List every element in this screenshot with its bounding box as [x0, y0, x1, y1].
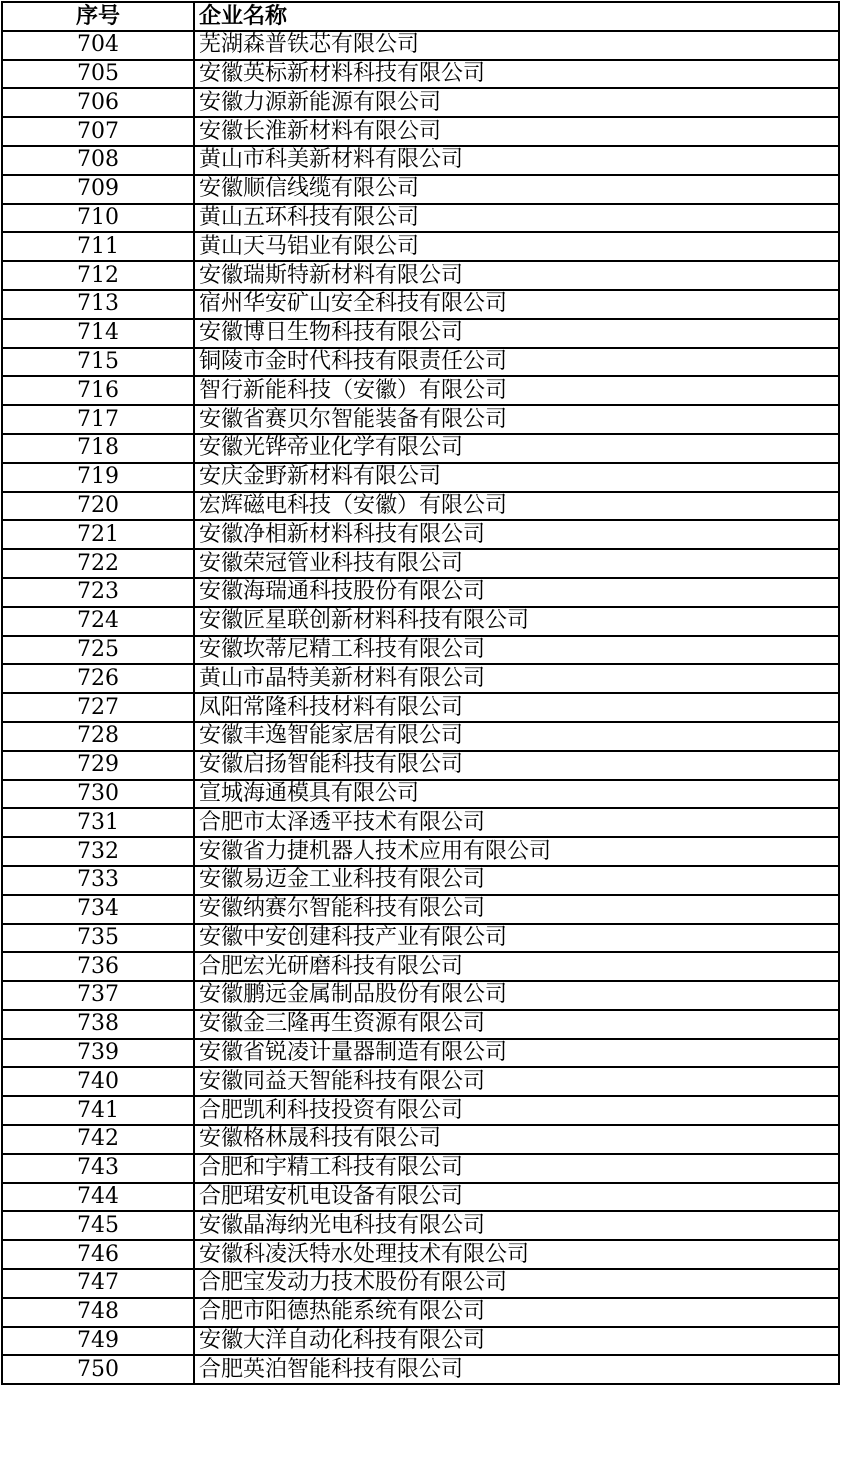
table-row: [2, 1125, 839, 1154]
table-row: [2, 607, 839, 636]
table-body: [2, 31, 839, 1384]
company-list-table: [1, 1, 840, 1385]
company-name-cell: 合肥凯利科技投资有限公司: [194, 1096, 839, 1125]
company-name-cell: 安徽易迈金工业科技有限公司: [194, 866, 839, 895]
company-name-cell: 合肥宏光研磨科技有限公司: [194, 952, 839, 981]
company-name-cell: 安徽顺信线缆有限公司: [194, 175, 839, 204]
company-name-cell: 安徽瑞斯特新材料有限公司: [194, 261, 839, 290]
table-row: [2, 1039, 839, 1068]
row-index-cell: 745: [2, 1211, 194, 1240]
row-index-cell: 738: [2, 1010, 194, 1039]
row-index-cell: 750: [2, 1355, 194, 1384]
table-row: [2, 1355, 839, 1384]
table-row: [2, 1240, 839, 1269]
row-index-cell: 727: [2, 693, 194, 722]
table-row: [2, 780, 839, 809]
table-row: [2, 549, 839, 578]
company-name-cell: 芜湖森普铁芯有限公司: [194, 31, 839, 60]
name-column-header: 企业名称: [194, 2, 839, 31]
company-name-cell: 安徽光铧帝业化学有限公司: [194, 434, 839, 463]
table-row: [2, 636, 839, 665]
table-row: [2, 463, 839, 492]
row-index-cell: 741: [2, 1096, 194, 1125]
row-index-cell: 731: [2, 808, 194, 837]
company-name-cell: 安徽省赛贝尔智能装备有限公司: [194, 405, 839, 434]
table-row: [2, 520, 839, 549]
table-row: [2, 1096, 839, 1125]
row-index-cell: 730: [2, 780, 194, 809]
company-name-cell: 智行新能科技（安徽）有限公司: [194, 376, 839, 405]
row-index-cell: 723: [2, 578, 194, 607]
row-index-cell: 720: [2, 492, 194, 521]
row-index-cell: 708: [2, 146, 194, 175]
table-row: [2, 1154, 839, 1183]
table-row: [2, 1010, 839, 1039]
table-row: [2, 664, 839, 693]
table-row: [2, 693, 839, 722]
table-row: [2, 722, 839, 751]
table-row: [2, 348, 839, 377]
row-index-cell: 744: [2, 1183, 194, 1212]
row-index-cell: 712: [2, 261, 194, 290]
company-name-cell: 安徽海瑞通科技股份有限公司: [194, 578, 839, 607]
company-name-cell: 安徽鹏远金属制品股份有限公司: [194, 981, 839, 1010]
row-index-cell: 715: [2, 348, 194, 377]
company-name-cell: 合肥和宇精工科技有限公司: [194, 1154, 839, 1183]
table-row: [2, 88, 839, 117]
index-column-header: 序号: [2, 2, 194, 31]
company-name-cell: 安徽格林晟科技有限公司: [194, 1125, 839, 1154]
table-row: [2, 117, 839, 146]
company-name-cell: 安徽金三隆再生资源有限公司: [194, 1010, 839, 1039]
row-index-cell: 721: [2, 520, 194, 549]
table-row: [2, 1298, 839, 1327]
row-index-cell: 743: [2, 1154, 194, 1183]
table-row: [2, 1183, 839, 1212]
table-row: [2, 232, 839, 261]
company-name-cell: 安徽同益天智能科技有限公司: [194, 1067, 839, 1096]
table-row: [2, 1211, 839, 1240]
row-index-cell: 740: [2, 1067, 194, 1096]
row-index-cell: 710: [2, 204, 194, 233]
company-name-cell: 安徽科凌沃特水处理技术有限公司: [194, 1240, 839, 1269]
row-index-cell: 742: [2, 1125, 194, 1154]
header-row: [2, 2, 839, 31]
company-name-cell: 黄山天马铝业有限公司: [194, 232, 839, 261]
company-name-cell: 黄山五环科技有限公司: [194, 204, 839, 233]
company-name-cell: 安徽净相新材料科技有限公司: [194, 520, 839, 549]
table-row: [2, 751, 839, 780]
table-row: [2, 319, 839, 348]
table-row: [2, 492, 839, 521]
company-name-cell: 合肥市太泽透平技术有限公司: [194, 808, 839, 837]
table-row: [2, 1327, 839, 1356]
company-name-cell: 安徽长淮新材料有限公司: [194, 117, 839, 146]
company-name-cell: 安徽荣冠管业科技有限公司: [194, 549, 839, 578]
table-row: [2, 261, 839, 290]
company-name-cell: 安徽省锐凌计量器制造有限公司: [194, 1039, 839, 1068]
table-row: [2, 866, 839, 895]
company-name-cell: 合肥英泊智能科技有限公司: [194, 1355, 839, 1384]
row-index-cell: 717: [2, 405, 194, 434]
table-row: [2, 895, 839, 924]
row-index-cell: 711: [2, 232, 194, 261]
company-name-cell: 凤阳常隆科技材料有限公司: [194, 693, 839, 722]
row-index-cell: 719: [2, 463, 194, 492]
table-row: [2, 31, 839, 60]
row-index-cell: 714: [2, 319, 194, 348]
company-name-cell: 合肥市阳德热能系统有限公司: [194, 1298, 839, 1327]
table-row: [2, 924, 839, 953]
row-index-cell: 746: [2, 1240, 194, 1269]
table-row: [2, 981, 839, 1010]
company-name-cell: 合肥宝发动力技术股份有限公司: [194, 1269, 839, 1298]
company-name-cell: 安庆金野新材料有限公司: [194, 463, 839, 492]
row-index-cell: 722: [2, 549, 194, 578]
row-index-cell: 725: [2, 636, 194, 665]
company-name-cell: 安徽博日生物科技有限公司: [194, 319, 839, 348]
row-index-cell: 707: [2, 117, 194, 146]
table-row: [2, 376, 839, 405]
company-name-cell: 安徽晶海纳光电科技有限公司: [194, 1211, 839, 1240]
table-row: [2, 204, 839, 233]
table-row: [2, 175, 839, 204]
company-name-cell: 安徽匠星联创新材料科技有限公司: [194, 607, 839, 636]
row-index-cell: 748: [2, 1298, 194, 1327]
company-name-cell: 黄山市晶特美新材料有限公司: [194, 664, 839, 693]
row-index-cell: 733: [2, 866, 194, 895]
company-name-cell: 安徽中安创建科技产业有限公司: [194, 924, 839, 953]
company-name-cell: 安徽丰逸智能家居有限公司: [194, 722, 839, 751]
table-row: [2, 146, 839, 175]
company-name-cell: 宿州华安矿山安全科技有限公司: [194, 290, 839, 319]
company-name-cell: 安徽坎蒂尼精工科技有限公司: [194, 636, 839, 665]
company-name-cell: 宣城海通模具有限公司: [194, 780, 839, 809]
row-index-cell: 734: [2, 895, 194, 924]
row-index-cell: 704: [2, 31, 194, 60]
row-index-cell: 747: [2, 1269, 194, 1298]
company-name-cell: 合肥珺安机电设备有限公司: [194, 1183, 839, 1212]
table-row: [2, 434, 839, 463]
row-index-cell: 709: [2, 175, 194, 204]
company-name-cell: 安徽英标新材料科技有限公司: [194, 60, 839, 89]
table-row: [2, 578, 839, 607]
table-row: [2, 60, 839, 89]
company-name-cell: 铜陵市金时代科技有限责任公司: [194, 348, 839, 377]
row-index-cell: 713: [2, 290, 194, 319]
row-index-cell: 724: [2, 607, 194, 636]
company-name-cell: 安徽力源新能源有限公司: [194, 88, 839, 117]
table-row: [2, 1269, 839, 1298]
company-name-cell: 安徽大洋自动化科技有限公司: [194, 1327, 839, 1356]
row-index-cell: 732: [2, 837, 194, 866]
table-row: [2, 290, 839, 319]
row-index-cell: 736: [2, 952, 194, 981]
company-name-cell: 安徽省力捷机器人技术应用有限公司: [194, 837, 839, 866]
row-index-cell: 749: [2, 1327, 194, 1356]
row-index-cell: 718: [2, 434, 194, 463]
table-row: [2, 1067, 839, 1096]
table-row: [2, 405, 839, 434]
row-index-cell: 735: [2, 924, 194, 953]
row-index-cell: 705: [2, 60, 194, 89]
table-row: [2, 837, 839, 866]
row-index-cell: 729: [2, 751, 194, 780]
row-index-cell: 726: [2, 664, 194, 693]
row-index-cell: 706: [2, 88, 194, 117]
row-index-cell: 739: [2, 1039, 194, 1068]
company-name-cell: 宏辉磁电科技（安徽）有限公司: [194, 492, 839, 521]
row-index-cell: 728: [2, 722, 194, 751]
company-name-cell: 黄山市科美新材料有限公司: [194, 146, 839, 175]
table-row: [2, 952, 839, 981]
company-name-cell: 安徽启扬智能科技有限公司: [194, 751, 839, 780]
table-row: [2, 808, 839, 837]
row-index-cell: 737: [2, 981, 194, 1010]
row-index-cell: 716: [2, 376, 194, 405]
company-name-cell: 安徽纳赛尔智能科技有限公司: [194, 895, 839, 924]
